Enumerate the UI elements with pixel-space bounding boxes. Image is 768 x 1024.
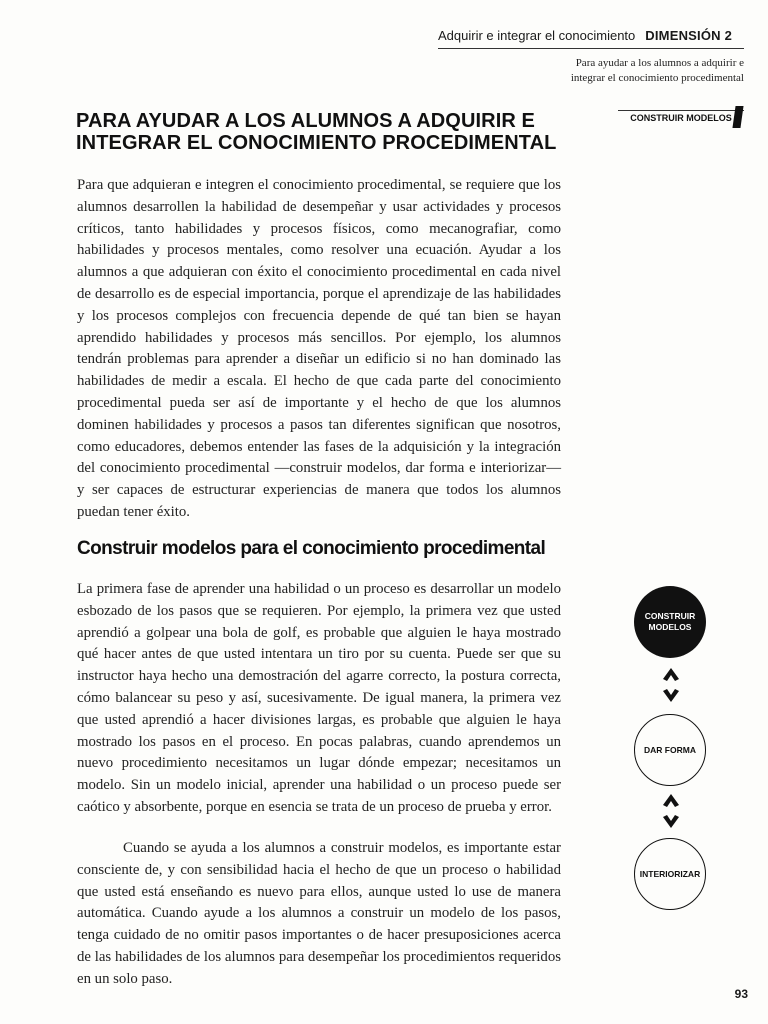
running-header — [438, 28, 744, 43]
phase-label: CONSTRUIR MODELOS — [644, 611, 696, 632]
page-title: PARA AYUDAR A LOS ALUMNOS A ADQUIRIR E INTEGRAR EL CONOCIMIENTO PROCEDIMENTAL — [76, 110, 557, 154]
phase-label: INTERIORIZAR — [639, 868, 701, 879]
phase-dar-forma — [634, 714, 706, 786]
phase-label: DAR FORMA — [644, 744, 696, 755]
phases-diagram — [634, 586, 710, 916]
side-note: Para ayudar a los alumnos a adquirir e integrar el conocimiento procedimental — [570, 57, 744, 84]
body-paragraph-2: Cuando se ayuda a los alumnos a construir modelos, es importante estar consciente de, y con sensibilidad hacia el hecho de que un proceso o habilidad que usted está enseñando es nuevo para ellos, aunque usted lo use de manera automática. Cuando ayude a los alumnos a construir un modelo de los pasos, tenga cuidado de no omitir pasos importantes o de hacer presuposiciones acerca de las habilidades de los alumnos para desempeñar los procedimientos requeridos en un solo paso. — [77, 840, 561, 987]
up-down-arrows-icon — [658, 788, 684, 834]
page-number: 93 — [734, 987, 748, 1001]
phase-construir-modelos — [634, 586, 706, 658]
up-down-arrows-icon — [658, 662, 684, 708]
running-title: Adquirir e integrar el conocimiento — [438, 28, 636, 43]
body-paragraph-1: La primera fase de aprender una habilidad o un proceso es desarrollar un modelo esbozado de los pasos que se requieren. Por ejemplo, la primera vez que usted aprendió a golpear una bola de golf, es probable que alguien le haya mostrado qué hacer antes de que usted intentara un tiro por su cuenta. Puede ser que su instructor haya hecho una demostración del agarre correcto, la postura correcta, cómo balancear su peso y así, sucesivamente. De igual manera, la primera vez que usted aprendió a hacer divisiones largas, es probable que alguien le haya mostrado los pasos en el proceso. En pocas palabras, cuando aprendemos un nuevo procedimiento necesitamos un lugar dónde empezar; necesitamos un modelo. Sin un modelo inicial, aprender una habilidad o un proceso puede ser caótico y absorbente, porque en esencia se trata de un proceso de prueba y error. — [77, 581, 561, 815]
intro-paragraph: Para que adquieran e integren el conocimiento procedimental, se requiere que los alumnos desarrollen la habilidad de desempeñar y usar actividades y procesos críticos, tanto habilidades y procesos físicos, como mecanografiar, como habilidades y procesos mentales, como resolver una ecuación. Ayudar a los alumnos a que adquieran con éxito el conocimiento procedimental en cada nivel de desarrollo es de especial importancia, porque el aprendizaje de las habilidades y los procesos complejos con frecuencia depende de qué tan bien se hayan aprendido habilidades y procesos más sencillos. Por ejemplo, los alumnos tendrán problemas para aprender a diseñar un edificio si no han dominado las habilidades de medir a escala. El hecho de que cada parte del conocimiento procedimental pueda ser así de importante y el hecho de que los alumnos dominen habilidades y procesos a pasos tan diferentes significan que nosotros, como educadores, debemos entender las fases de la adquisición y la integración del conocimiento procedimental —construir modelos, dar forma e interiorizar— y ser capaces de estructurar experiencias de manera que todos los alumnos puedan tener éxito. — [77, 177, 561, 520]
header-rule — [438, 48, 744, 49]
section-heading: Construir modelos para el conocimiento procedimental — [77, 538, 546, 559]
phase-interiorizar — [634, 838, 706, 910]
section-tag: CONSTRUIR MODELOS — [630, 113, 732, 123]
dimension-label: DIMENSIÓN 2 — [645, 28, 732, 43]
